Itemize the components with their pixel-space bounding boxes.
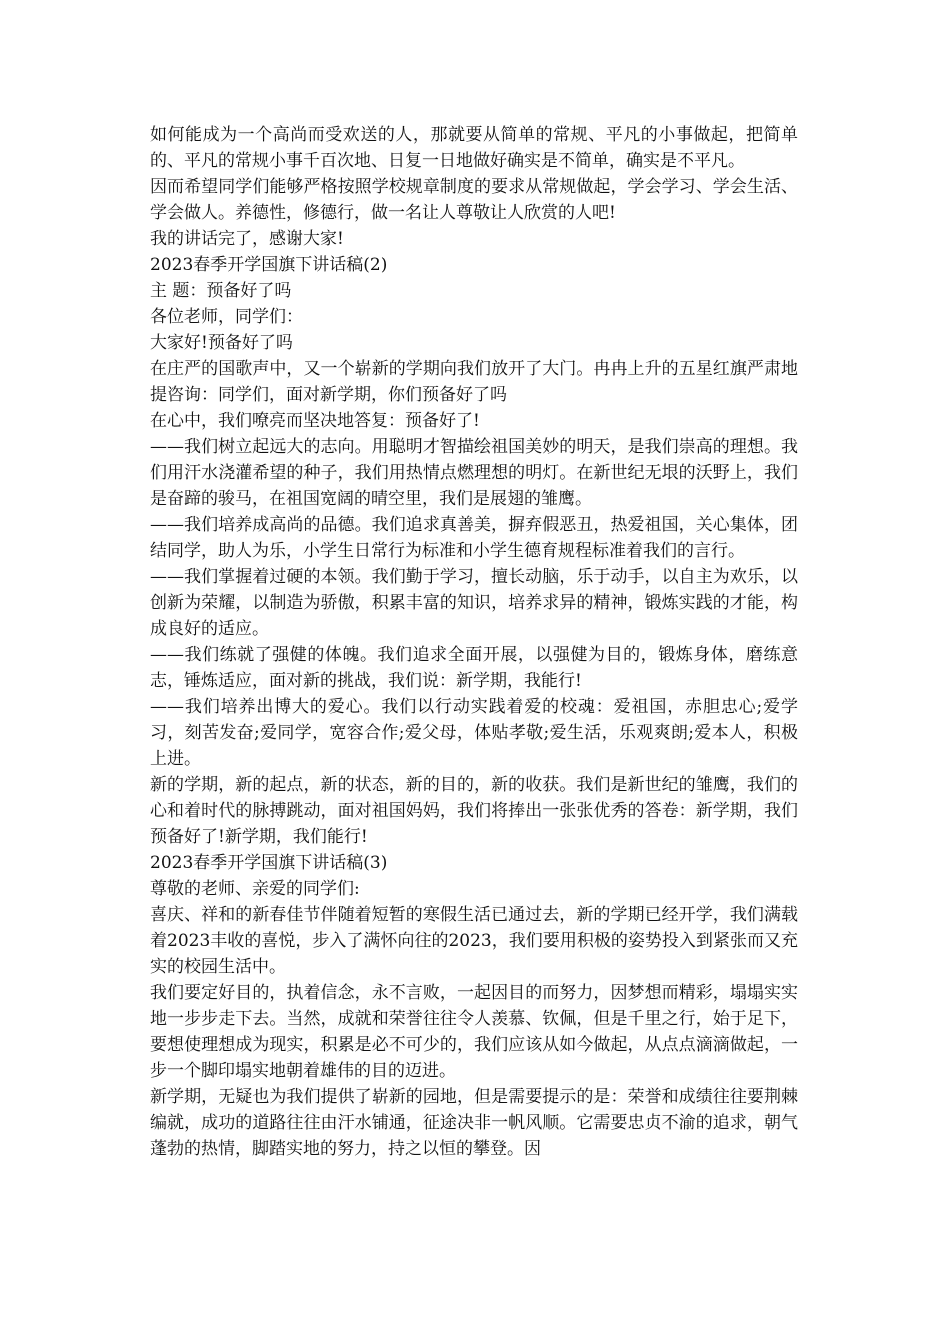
closing-remark: 我的讲话完了，感谢大家! <box>150 229 344 249</box>
document-body <box>150 122 798 1162</box>
topic-line: 主 题：预备好了吗 <box>150 281 292 301</box>
section-heading: 2023春季开学国旗下讲话稿(2) <box>150 255 388 275</box>
paragraph: ——我们树立起远大的志向。用聪明才智描绘祖国美妙的明天，是我们崇高的理想。我们用汗水浇灌希望的种子，我们用热情点燃理想的明灯。在新世纪无垠的沃野上，我们是奋蹄的骏马，在祖国宽阔的晴空里，我们是展翅的雏鹰。 <box>150 437 798 509</box>
paragraph: 新学期，无疑也为我们提供了崭新的园地，但是需要提示的是：荣誉和成绩往往要荆棘编就，成功的道路往往由汗水铺通，征途决非一帆风顺。它需要忠贞不渝的追求，朝气蓬勃的热情，脚踏实地的努力，持之以恒的攀登。因 <box>150 1087 798 1159</box>
salutation: 各位老师，同学们： <box>150 307 303 327</box>
paragraph: 在心中，我们嘹亮而坚决地答复：预备好了! <box>150 411 480 431</box>
paragraph: ——我们练就了强健的体魄。我们追求全面开展，以强健为目的，锻炼身体，磨练意志，锤炼适应，面对新的挑战，我们说：新学期，我能行! <box>150 645 798 691</box>
greeting: 大家好!预备好了吗 <box>150 333 293 353</box>
paragraph: 如何能成为一个高尚而受欢送的人，那就要从简单的常规、平凡的小事做起，把简单的、平凡的常规小事千百次地、日复一日地做好确实是不简单，确实是不平凡。 <box>150 125 798 171</box>
paragraph: ——我们掌握着过硬的本领。我们勤于学习，擅长动脑，乐于动手，以自主为欢乐，以创新为荣耀，以制造为骄傲，积累丰富的知识，培养求异的精神，锻炼实践的才能，构成良好的适应。 <box>150 567 798 639</box>
paragraph: ——我们培养出博大的爱心。我们以行动实践着爱的校魂：爱祖国，赤胆忠心;爱学习，刻苦发奋;爱同学，宽容合作;爱父母，体贴孝敬;爱生活，乐观爽朗;爱本人，积极上进。 <box>150 697 798 769</box>
paragraph: 因而希望同学们能够严格按照学校规章制度的要求从常规做起，学会学习、学会生活、学会做人。养德性，修德行，做一名让人尊敬让人欣赏的人吧! <box>150 177 798 223</box>
paragraph: ——我们培养成高尚的品德。我们追求真善美，摒弃假恶丑，热爱祖国，关心集体，团结同学，助人为乐，小学生日常行为标准和小学生德育规程标准着我们的言行。 <box>150 515 798 561</box>
paragraph: 在庄严的国歌声中，又一个崭新的学期向我们放开了大门。冉冉上升的五星红旗严肃地提咨询：同学们，面对新学期，你们预备好了吗 <box>150 359 798 405</box>
paragraph: 我们要定好目的，执着信念，永不言败，一起因目的而努力，因梦想而精彩，塌塌实实地一步步走下去。当然，成就和荣誉往往令人羡慕、钦佩，但是千里之行，始于足下，要想使理想成为现实，积累是必不可少的，我们应该从如今做起，从点点滴滴做起，一步一个脚印塌实地朝着雄伟的目的迈进。 <box>150 983 798 1081</box>
paragraph: 喜庆、祥和的新春佳节伴随着短暂的寒假生活已通过去，新的学期已经开学，我们满载着2023丰收的喜悦，步入了满怀向往的2023，我们要用积极的姿势投入到紧张而又充实的校园生活中。 <box>150 905 798 977</box>
section-heading: 2023春季开学国旗下讲话稿(3) <box>150 853 388 873</box>
salutation: 尊敬的老师、亲爱的同学们: <box>150 879 360 899</box>
paragraph: 新的学期，新的起点，新的状态，新的目的，新的收获。我们是新世纪的雏鹰，我们的心和着时代的脉搏跳动，面对祖国妈妈，我们将捧出一张张优秀的答卷：新学期，我们预备好了!新学期，我们能行! <box>150 775 798 847</box>
